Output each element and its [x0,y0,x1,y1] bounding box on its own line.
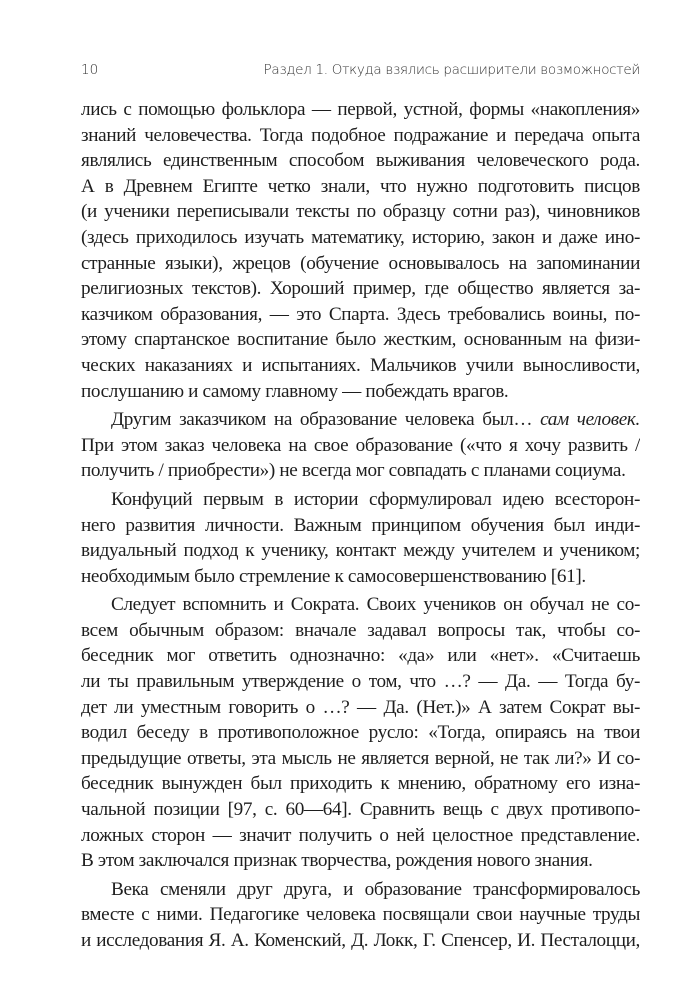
running-title: Раздел 1. Откуда взялись расширители возможностей [263,62,640,78]
paragraph [81,877,640,954]
page-number: 10 [81,62,99,78]
text-line: ческих наказаниях и испытаниях. Мальчиков учили выносливости, [81,354,640,376]
text-line: получить / приобрести») не всегда мог совпадать с планами социума. [81,460,626,482]
italic-text-run: сам человек. [540,409,640,431]
text-line: водил беседу в противоположное русло: «Тогда, опираясь на твои [81,722,640,744]
paragraph [81,592,640,874]
running-header [81,62,640,84]
text-line: являлись единственным способом выживания человеческого рода. [81,150,640,172]
text-line: послушанию и самому главному — побеждать врагов. [81,380,509,402]
text-line: необходимым было стремление к самосовершенствованию [61]. [81,565,586,587]
text-run: Другим заказчиком на образование человека был… [111,409,541,431]
text-line: В этом заключался признак творчества, рождения нового знания. [81,850,593,872]
text-line: него развития личности. Важным принципом обучения был инди- [81,514,640,536]
text-line: предыдущие ответы, эта мысль не является верной, не так ли?» И со- [81,747,640,769]
text-line: Века сменяли друг друга, и образование трансформировалось [111,878,640,900]
text-line: При этом заказ человека на свое образование («что я хочу развить / [81,434,640,456]
text-line: всем обычным образом: вначале задавал вопросы так, чтобы со- [81,619,640,641]
paragraph [81,487,640,589]
text-line: ли ты правильным утверждение о том, что …? — Да. — Тогда бу- [81,671,640,693]
text-line: знаний человечества. Тогда подобное подражание и передача опыта [81,124,640,146]
text-line: (и ученики переписывали тексты по образцу сотни раз), чиновников [81,201,640,223]
text-line: этому спартанское воспитание было жестким, основанным на физи- [81,329,640,351]
text-line: видуальный подход к ученику, контакт между учителем и учеником; [81,540,640,562]
text-line: А в Древнем Египте четко знали, что нужно подготовить писцов [81,175,640,197]
text-line: и исследования Я. А. Коменский, Д. Локк, Г. Спенсер, И. Песталоцци, [81,930,640,951]
text-line: беседник вынужден был приходить к мнению, обратному его изна- [81,773,640,795]
text-line [81,407,640,433]
paragraph [81,407,640,484]
text-line: лись с помощью фольклора — первой, устной, формы «накопления» [81,99,640,120]
text-line: религиозных текстов). Хороший пример, где общество является за- [81,278,640,300]
text-line: казчиком образования, — это Спарта. Здесь требовались воины, по- [81,303,640,325]
text-line: странные языки), жрецов (обучение основывалось на запоминании [81,252,640,274]
paragraph [81,97,640,404]
text-line: беседник мог ответить однозначно: «да» или «нет». «Считаешь [81,645,640,667]
text-line: Конфуций первым в истории сформулировал идею всесторон- [111,488,640,510]
text-line: ложных сторон — значит получить о ней целостное представление. [81,824,640,846]
text-line: вместе с ними. Педагогике человека посвящали свои научные труды [81,904,640,926]
body-text [81,97,640,957]
text-line: дет ли уместным говорить о …? — Да. (Нет.)» А затем Сократ вы- [81,696,640,718]
text-line: Следует вспомнить и Сократа. Своих учеников он обучал не со- [111,594,640,616]
text-line: чальной позиции [97, с. 60—64]. Сравнить вещь с двух противопо- [81,799,640,821]
text-line: (здесь приходилось изучать математику, историю, закон и даже ино- [81,226,640,248]
